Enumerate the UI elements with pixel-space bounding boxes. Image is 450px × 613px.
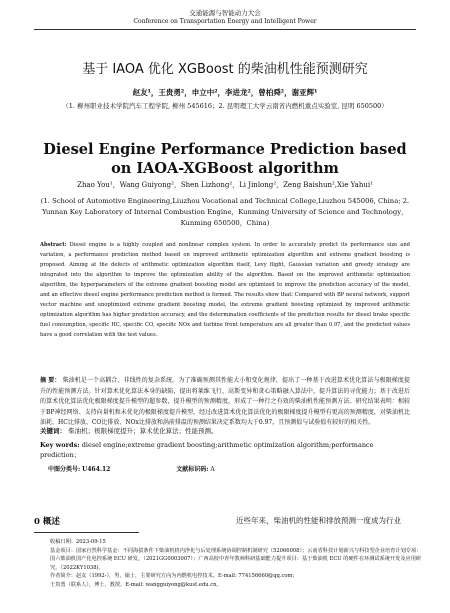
journal-name-cn: 交通能源与智能动力大会	[189, 9, 261, 17]
keywords-cn-label: 关键词：	[40, 427, 66, 435]
abstract-en-label: Abstract:	[40, 242, 67, 248]
paper-title-cn: 基于 IAOA 优化 XGBoost 的柴油机性能预测研究	[82, 62, 368, 77]
authors-en: Zhao You¹，Wang Guiyong²，Shen Lizhong²，Li Jinlong²，Zeng Baishun²,Xie Yahui¹	[77, 181, 373, 189]
clc-value: U464.12	[82, 466, 111, 473]
abstract-en	[40, 240, 410, 340]
footnote-received: 收稿日期：2023-09-15	[50, 539, 106, 545]
keywords-en	[40, 440, 410, 460]
footnote-author1: 作者简介：赵友（1992-），男，硕士，主要研究方向为内燃机电控技术。E-mail: 774156660@qq.com；	[50, 573, 298, 579]
classification-line	[48, 464, 418, 473]
journal-name-en: Conference on Transportation Energy and Intelligent Power	[133, 18, 317, 25]
clc-label: 中图分类号:	[48, 466, 81, 473]
doc-code-value: A	[210, 466, 215, 473]
doc-code-label: 文献标识码:	[176, 466, 209, 473]
header-divider	[34, 29, 416, 30]
keywords-en-text: diesel engine;extreme gradient boosting;arithmetic optimization algorithm;performance prediction；	[40, 441, 374, 459]
abstract-cn-label: 摘 要：	[40, 377, 61, 384]
abstract-cn	[40, 376, 410, 429]
abstract-en-text: Diesel engine is a highly coupled and nonlinear complex system. In order to accurately predict its performance size and variation, a performance prediction method based on improved arithmetic optimization algorithm and extreme gradient boosting is proposed. Aiming at the defects of arithmetic optimization algorithm itself, Levy flight, Gaussian variation and greedy strategy are integrated into the algorithm to improve the optimization ability of the algorithm. Based on the improved arithmetic optimization algorithm, the hyperparameters of the extreme gradient boosting model are optimized to improve the prediction accuracy of the model, and an effective diesel engine performance prediction method is formed. The results show that: Compared with BP neural network, support vector machine and unoptimized extreme gradient boosting model, the extreme gradient boosting optimized by improved arithmetic optimization algorithm has higher prediction accuracy, and the determination coefficients of the prediction results for diesel brake specific fuel consumption, specific HC, specific CO, specific NOx and turbine front temperature are all greater than 0.97, and the predicted values have a good correlation with the test values.	[40, 242, 410, 338]
footnote-fund: 基金项目：国家自然科学基金：不同海拔条件下柴油机机内净化与后处理系统协调控制机制研究（52066008）；云南省科技计划新兴与科技型企业培育计划专项：国六柴油机国产化电控系统 ECU 研发。（2021GG0003007）；广西高校中青年教师科研基础能力提升项目：基于柴油机 ECU 的硬件在环测试系统开发及应用研究。（2022KY1038)。	[50, 547, 422, 571]
affiliations-en: (1. School of Automotive Engineering,Liuzhou Vocational and Technical College,Liuzhou 545006, China; 2. Yunnan Key Laboratory of Internal Combustion Engine，Kunming University of Science and Technology，Kunming 650500，China)	[40, 197, 410, 227]
footnote-author2: 王贵勇（联系人），博士，教授。E-mail: wangguiyong@kust.edu.cn。	[50, 581, 222, 588]
affiliations-cn: （1. 柳州职业技术学院汽车工程学院, 柳州 545616；2. 昆明理工大学云南省内燃机重点实验室, 昆明 650500）	[62, 102, 388, 110]
section-heading-overview: 0 概述	[34, 517, 60, 527]
body-text-right-column: 近些年来，柴油机的性能和排放预测一度成为行业	[236, 516, 401, 525]
authors-cn: 赵友¹，王贵勇²，申立中²，李进龙²，曾柏舜²，谢亚辉¹	[132, 88, 318, 97]
footnotes	[50, 538, 422, 589]
keywords-cn-text: 柴油机；极限梯度提升；算术优化算法；性能预测。	[68, 427, 218, 435]
abstract-cn-text: 柴油机是一个高耦合、非线性的复杂系统。为了准确预测其性能大小和变化规律，提出了一种基于改进算术优化算法与极限梯度提升的性能预测方法。针对算术优化算法本身的缺陷，提出将莱维飞行、高斯变异和贪心策略融入算法中，提升算法的寻优能力；基于改进后的算术优化算法优化极限梯度提升模型的超参数，提升模型的预测精度，形成了一种行之有效的柴油机性能预测方法。研究结果表明：相较于BP神经网络、支持向量机和未优化的极限梯度提升模型，经过改进算术优化算法优化的极限梯度提升模型有更高的预测精度，对柴油机比油耗、HC比排放、CO比排放、NOx比排放和涡前排温的预测结果决定系数均大于0.97，且预测值与试验值有较好的相关性。	[40, 377, 410, 426]
paper-title-en: Diesel Engine Performance Prediction based on IAOA-XGBoost algorithm	[43, 141, 407, 177]
footnote-divider	[34, 532, 139, 533]
keywords-en-label: Key words:	[40, 441, 80, 449]
keywords-cn	[40, 426, 410, 435]
